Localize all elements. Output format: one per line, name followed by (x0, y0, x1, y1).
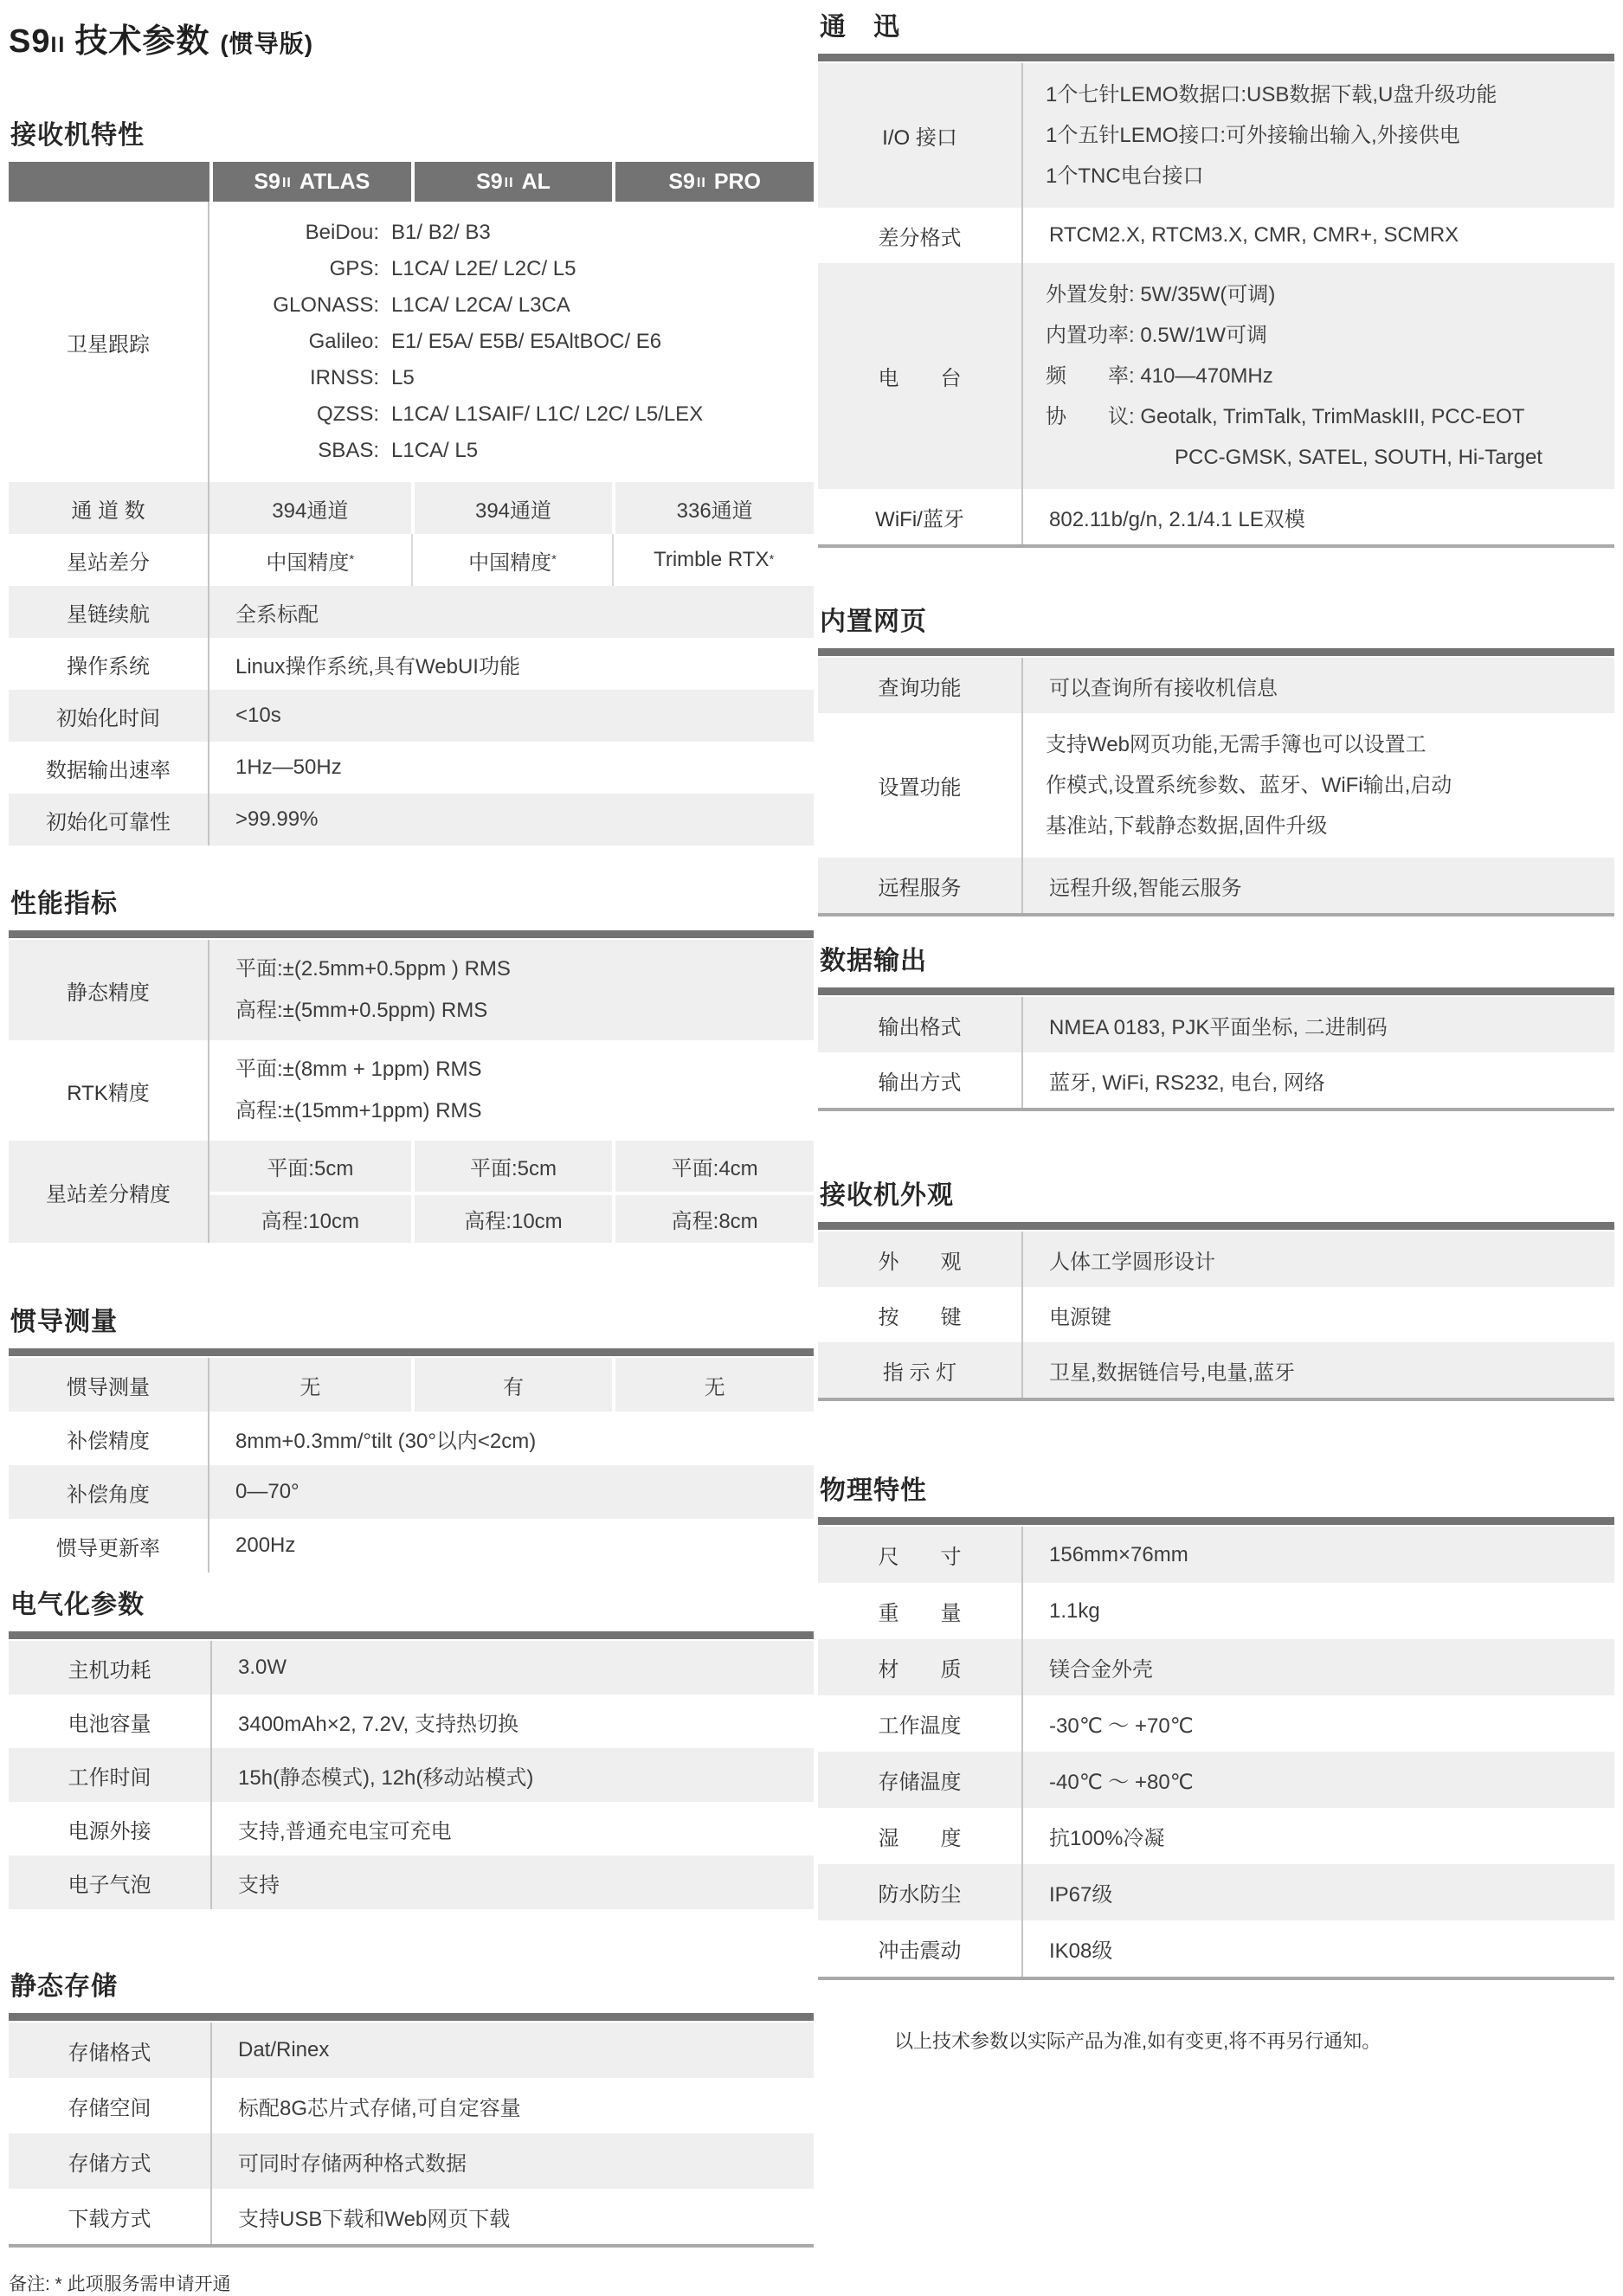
row-label: 电 台 (818, 263, 1023, 489)
cell-value: -30℃ ～ +70℃ (1049, 1714, 1194, 1738)
row-label: 存储格式 (9, 2023, 212, 2078)
section-rule (9, 1631, 814, 1639)
row-label: 输出方式 (818, 1052, 1023, 1108)
row-label: 惯导测量 (9, 1358, 209, 1412)
row-label: 远程服务 (818, 858, 1023, 913)
model-numeral: II (504, 176, 514, 190)
satellite-system: BeiDou: (305, 221, 379, 244)
row-label: 重 量 (818, 1583, 1023, 1639)
cell-value: 支持 (238, 1873, 280, 1897)
electrical-table (9, 1631, 814, 1909)
cell-value: 蓝牙, WiFi, RS232, 电台, 网络 (1049, 1071, 1325, 1095)
row-label: 星链续航 (9, 586, 209, 638)
row-label: 电子气泡 (9, 1855, 212, 1909)
row-label: 差分格式 (818, 208, 1023, 263)
row-init-reliability (9, 794, 814, 846)
row-satlink (9, 586, 814, 638)
model-prefix: S9 (254, 169, 280, 194)
cell-value: 平面:4cm (612, 1141, 814, 1192)
cell-value: 中国精度 * (209, 534, 411, 586)
row-shock-vibration (818, 1920, 1614, 1977)
satellite-system: QZSS: (316, 402, 379, 426)
cell-value: 高程:10cm (209, 1192, 411, 1243)
performance-table (9, 930, 814, 1243)
row-buttons (818, 1287, 1614, 1342)
satellite-system: SBAS: (318, 439, 379, 462)
model-prefix: S9 (476, 169, 503, 194)
section-rule (9, 1348, 814, 1356)
section-title-physical: 物理特性 (820, 1476, 927, 1505)
cell-value: 无 (612, 1358, 814, 1412)
row-label: 外 观 (818, 1232, 1023, 1287)
row-look (818, 1232, 1614, 1287)
builtin-web-table (818, 648, 1614, 916)
value-line: 协 议: Geotalk, TrimTalk, TrimMaskIII, PCC-EOT (1046, 405, 1525, 428)
value-line-continued: PCC-GMSK, SATEL, SOUTH, Hi-Target (1175, 446, 1542, 469)
value-line: 内置功率: 0.5W/1W可调 (1046, 324, 1268, 347)
row-differential-format (818, 208, 1614, 263)
satellite-signals: L1CA/ L2E/ L2C/ L5 (391, 257, 576, 280)
cell-value: 200Hz (235, 1534, 296, 1557)
cell-value: 远程升级,智能云服务 (1049, 876, 1242, 900)
value-line: 1个七针LEMO数据口:USB数据下载,U盘升级功能 (1046, 83, 1497, 106)
satellite-system: GLONASS: (273, 293, 379, 317)
row-channel-count (9, 482, 814, 534)
section-rule (818, 648, 1614, 656)
satellite-signals: L1CA/ L2CA/ L3CA (391, 293, 570, 317)
row-label: 电池容量 (9, 1695, 212, 1748)
row-label: 工作时间 (9, 1748, 212, 1802)
row-label: 初始化可靠性 (9, 794, 209, 846)
value-line: 支持Web网页功能,无需手簿也可以设置工 (1046, 733, 1427, 756)
row-label: 补偿角度 (9, 1465, 209, 1519)
service-name: 中国精度 (468, 550, 552, 575)
row-size (818, 1527, 1614, 1583)
row-label: RTK精度 (9, 1040, 209, 1141)
value-line: 作模式,设置系统参数、蓝牙、WiFi输出,启动 (1046, 774, 1452, 797)
row-label: 存储方式 (9, 2133, 212, 2189)
title-text: 技术参数 (74, 23, 210, 60)
section-rule (818, 1222, 1614, 1230)
row-label: 查询功能 (818, 658, 1023, 713)
row-storage-temperature (818, 1752, 1614, 1808)
row-label: 存储空间 (9, 2078, 212, 2133)
row-label: I/O 接口 (818, 63, 1023, 208)
row-rtk-accuracy (9, 1040, 814, 1141)
row-static-accuracy (9, 940, 814, 1040)
cell-value: Trimble RTX * (612, 534, 814, 586)
cell-value: 3.0W (238, 1656, 287, 1679)
storage-table (9, 2013, 814, 2248)
physical-table (818, 1517, 1614, 1980)
service-name: 中国精度 (266, 550, 350, 575)
cell-value: >99.99% (235, 807, 319, 831)
row-label: 数据输出速率 (9, 742, 209, 794)
cell-value: 支持,普通充电宝可充电 (238, 1819, 452, 1843)
communication-table (818, 54, 1614, 548)
row-label: 尺 寸 (818, 1527, 1023, 1583)
cell-value: 标配8G芯片式存储,可自定容量 (238, 2096, 521, 2120)
value-line: 外置发射: 5W/35W(可调) (1046, 283, 1276, 306)
satellite-system: IRNSS: (309, 366, 379, 389)
data-output-table (818, 987, 1614, 1111)
cell-value: 1Hz—50Hz (235, 756, 342, 779)
receiver-features-table (9, 162, 814, 846)
row-label: 按 键 (818, 1287, 1023, 1342)
row-label: 材 质 (818, 1639, 1023, 1695)
row-label: 卫星跟踪 (9, 202, 209, 482)
header-model-al (415, 162, 613, 202)
cell-value: 802.11b/g/n, 2.1/4.1 LE双模 (1049, 507, 1305, 531)
row-download-mode (9, 2189, 814, 2244)
cell-value: 8mm+0.3mm/°tilt (30°以内<2cm) (235, 1429, 537, 1453)
row-imu-update-rate (9, 1519, 814, 1572)
satellite-signals: E1/ E5A/ E5B/ E5AltBOC/ E6 (391, 330, 662, 353)
cell-value (1023, 63, 1614, 208)
model-prefix: S9 (668, 169, 695, 194)
row-storage-space (9, 2078, 814, 2133)
row-label: 电源外接 (9, 1802, 212, 1855)
cell-value: 电源键 (1049, 1305, 1111, 1329)
row-query-function (818, 658, 1614, 713)
cell-value: <10s (235, 704, 281, 727)
section-rule (9, 2013, 814, 2021)
section-title-builtin-web: 内置网页 (820, 608, 927, 636)
row-label: 主机功耗 (9, 1641, 212, 1695)
cell-value: 镁合金外壳 (1049, 1658, 1153, 1682)
row-label: 补偿精度 (9, 1412, 209, 1465)
cell-value: 平面:5cm (411, 1141, 613, 1192)
row-label: WiFi/蓝牙 (818, 489, 1023, 544)
row-material (818, 1639, 1614, 1695)
cell-value: IP67级 (1049, 1883, 1113, 1907)
row-label: 下载方式 (9, 2189, 212, 2244)
value-line: 1个五针LEMO接口:可外接输出输入,外接供电 (1046, 124, 1460, 147)
row-label: 存储温度 (818, 1752, 1023, 1808)
section-title-data-output: 数据输出 (820, 947, 927, 975)
section-title-appearance: 接收机外观 (820, 1181, 954, 1210)
value-line: 平面:±(2.5mm+0.5ppm ) RMS (235, 957, 511, 981)
page-title (9, 14, 814, 61)
value-line: 高程:±(15mm+1ppm) RMS (235, 1099, 482, 1122)
section-title-communication: 通 迅 (820, 13, 900, 42)
cell-value: 无 (299, 1375, 321, 1399)
section-rule (9, 930, 814, 938)
row-init-time (9, 690, 814, 742)
row-satellite-diff-accuracy (9, 1141, 814, 1243)
row-storage-format (9, 2023, 814, 2078)
cell-value: 人体工学圆形设计 (1049, 1250, 1215, 1274)
cell-value: 1.1kg (1049, 1598, 1100, 1623)
cell-value: 可同时存储两种格式数据 (238, 2151, 467, 2176)
row-label: 操作系统 (9, 638, 209, 690)
row-label: 星站差分 (9, 534, 209, 586)
cell-value: 3400mAh×2, 7.2V, 支持热切换 (238, 1712, 518, 1736)
row-imu-available (9, 1358, 814, 1412)
cell-value: NMEA 0183, PJK平面坐标, 二进制码 (1049, 1015, 1388, 1039)
value-line: 基准站,下载静态数据,固件升级 (1046, 814, 1328, 838)
cell-value: Linux操作系统,具有WebUI功能 (235, 654, 520, 679)
left-column (9, 0, 814, 2296)
row-compensation-angle (9, 1465, 814, 1519)
satellite-system: GPS: (329, 257, 379, 280)
cell-value: 0—70° (235, 1480, 299, 1503)
cell-value: -40℃ ～ +80℃ (1049, 1771, 1194, 1794)
footnote: 备注: * 此项服务需申请开通 (9, 2274, 231, 2294)
header-empty-cell (9, 162, 209, 202)
model-name: PRO (713, 169, 761, 194)
row-os (9, 638, 814, 690)
satellite-signals: L1CA/ L5 (391, 439, 479, 462)
model-header-row (9, 162, 814, 202)
appearance-table (818, 1222, 1614, 1401)
row-label: 静态精度 (9, 940, 209, 1040)
row-label: 设置功能 (818, 713, 1023, 858)
row-compensation-accuracy (9, 1412, 814, 1465)
row-operating-temperature (818, 1695, 1614, 1752)
cell-value: 平面:5cm (267, 1157, 354, 1180)
header-model-atlas (213, 162, 411, 202)
row-remote-service (818, 858, 1614, 913)
row-label: 指 示 灯 (818, 1342, 1023, 1398)
row-humidity (818, 1808, 1614, 1864)
cell-value (1023, 713, 1614, 858)
model-name: ATLAS (299, 169, 370, 194)
row-radio (818, 263, 1614, 489)
row-storage-mode (9, 2133, 814, 2189)
cell-value: 394通道 (272, 498, 349, 523)
header-model-pro (615, 162, 814, 202)
row-label: 工作温度 (818, 1695, 1023, 1752)
model-name: AL (521, 169, 551, 194)
row-waterproof-dustproof (818, 1864, 1614, 1920)
row-indicator-lights (818, 1342, 1614, 1398)
cell-value: 高程:10cm (411, 1192, 613, 1243)
model-numeral: II (281, 176, 292, 190)
cell-value: 卫星,数据链信号,电量,蓝牙 (1049, 1360, 1296, 1385)
service-name: Trimble RTX (654, 548, 770, 571)
satellite-signals: L1CA/ L1SAIF/ L1C/ L2C/ L5/LEX (391, 402, 704, 426)
row-label: 输出格式 (818, 997, 1023, 1052)
cell-value: 全系标配 (235, 602, 319, 627)
cell-value: 156mm×76mm (1049, 1542, 1188, 1566)
title-model-numeral: II (50, 33, 67, 57)
satellite-signal-list (209, 202, 814, 482)
cell-value: 支持USB下载和Web网页下载 (238, 2207, 511, 2231)
section-title-electrical: 电气化参数 (10, 1591, 145, 1619)
row-work-time (9, 1748, 814, 1802)
row-label: 星站差分精度 (9, 1141, 209, 1243)
row-label: 惯导更新率 (9, 1519, 209, 1572)
section-rule (818, 54, 1614, 61)
row-label: 初始化时间 (9, 690, 209, 742)
row-io-ports (818, 63, 1614, 208)
right-column (818, 5, 1614, 2054)
row-battery (9, 1695, 814, 1748)
row-electronic-bubble (9, 1855, 814, 1909)
row-label: 防水防尘 (818, 1864, 1023, 1920)
title-variant: (惯导版) (220, 30, 314, 57)
row-power-consumption (9, 1641, 814, 1695)
section-title-imu: 惯导测量 (10, 1308, 118, 1336)
satellite-signals: L5 (391, 366, 415, 389)
row-label: 冲击震动 (818, 1920, 1023, 1977)
cell-value (209, 940, 814, 1040)
cell-value (1023, 263, 1614, 489)
row-wifi-bluetooth (818, 489, 1614, 544)
value-line: 1个TNC电台接口 (1046, 164, 1204, 188)
section-title-storage: 静态存储 (10, 1972, 118, 2001)
value-line: 频 率: 410—470MHz (1046, 364, 1273, 388)
cell-value: 15h(静态模式), 12h(移动站模式) (238, 1765, 534, 1790)
cell-value: RTCM2.X, RTCM3.X, CMR, CMR+, SCMRX (1049, 223, 1459, 247)
row-external-power (9, 1802, 814, 1855)
row-weight (818, 1583, 1614, 1639)
row-output-rate (9, 742, 814, 794)
row-output-format (818, 997, 1614, 1052)
cell-value: 394通道 (411, 482, 613, 534)
value-line: 平面:±(8mm + 1ppm) RMS (235, 1058, 482, 1081)
row-settings-function (818, 713, 1614, 858)
section-rule (818, 987, 1614, 995)
value-line: 高程:±(5mm+0.5ppm) RMS (235, 999, 488, 1022)
cell-value: IK08级 (1049, 1939, 1113, 1963)
row-label: 湿 度 (818, 1808, 1023, 1864)
cell-value: 中国精度 * (411, 534, 613, 586)
section-title-receiver-features: 接收机特性 (10, 121, 145, 150)
satellite-system: Galileo: (308, 330, 379, 353)
cell-value: 336通道 (612, 482, 814, 534)
cell-value (209, 1040, 814, 1141)
model-numeral: II (696, 176, 706, 190)
imu-table (9, 1348, 814, 1572)
cell-value: 有 (411, 1358, 613, 1412)
row-satellite-tracking (9, 202, 814, 482)
cell-value: Dat/Rinex (238, 2038, 330, 2061)
cell-value: 高程:8cm (612, 1192, 814, 1243)
row-label: 通 道 数 (9, 482, 209, 534)
section-rule (818, 1517, 1614, 1525)
disclaimer-note: 以上技术参数以实际产品为准,如有变更,将不再另行通知。 (894, 2030, 1381, 2052)
title-model: S9 (9, 23, 51, 60)
satellite-signals: B1/ B2/ B3 (391, 221, 491, 244)
cell-value: 可以查询所有接收机信息 (1049, 676, 1278, 700)
cell-value: 抗100%冷凝 (1049, 1827, 1165, 1850)
row-satellite-differential (9, 534, 814, 586)
row-output-mode (818, 1052, 1614, 1108)
section-title-performance: 性能指标 (10, 890, 118, 918)
